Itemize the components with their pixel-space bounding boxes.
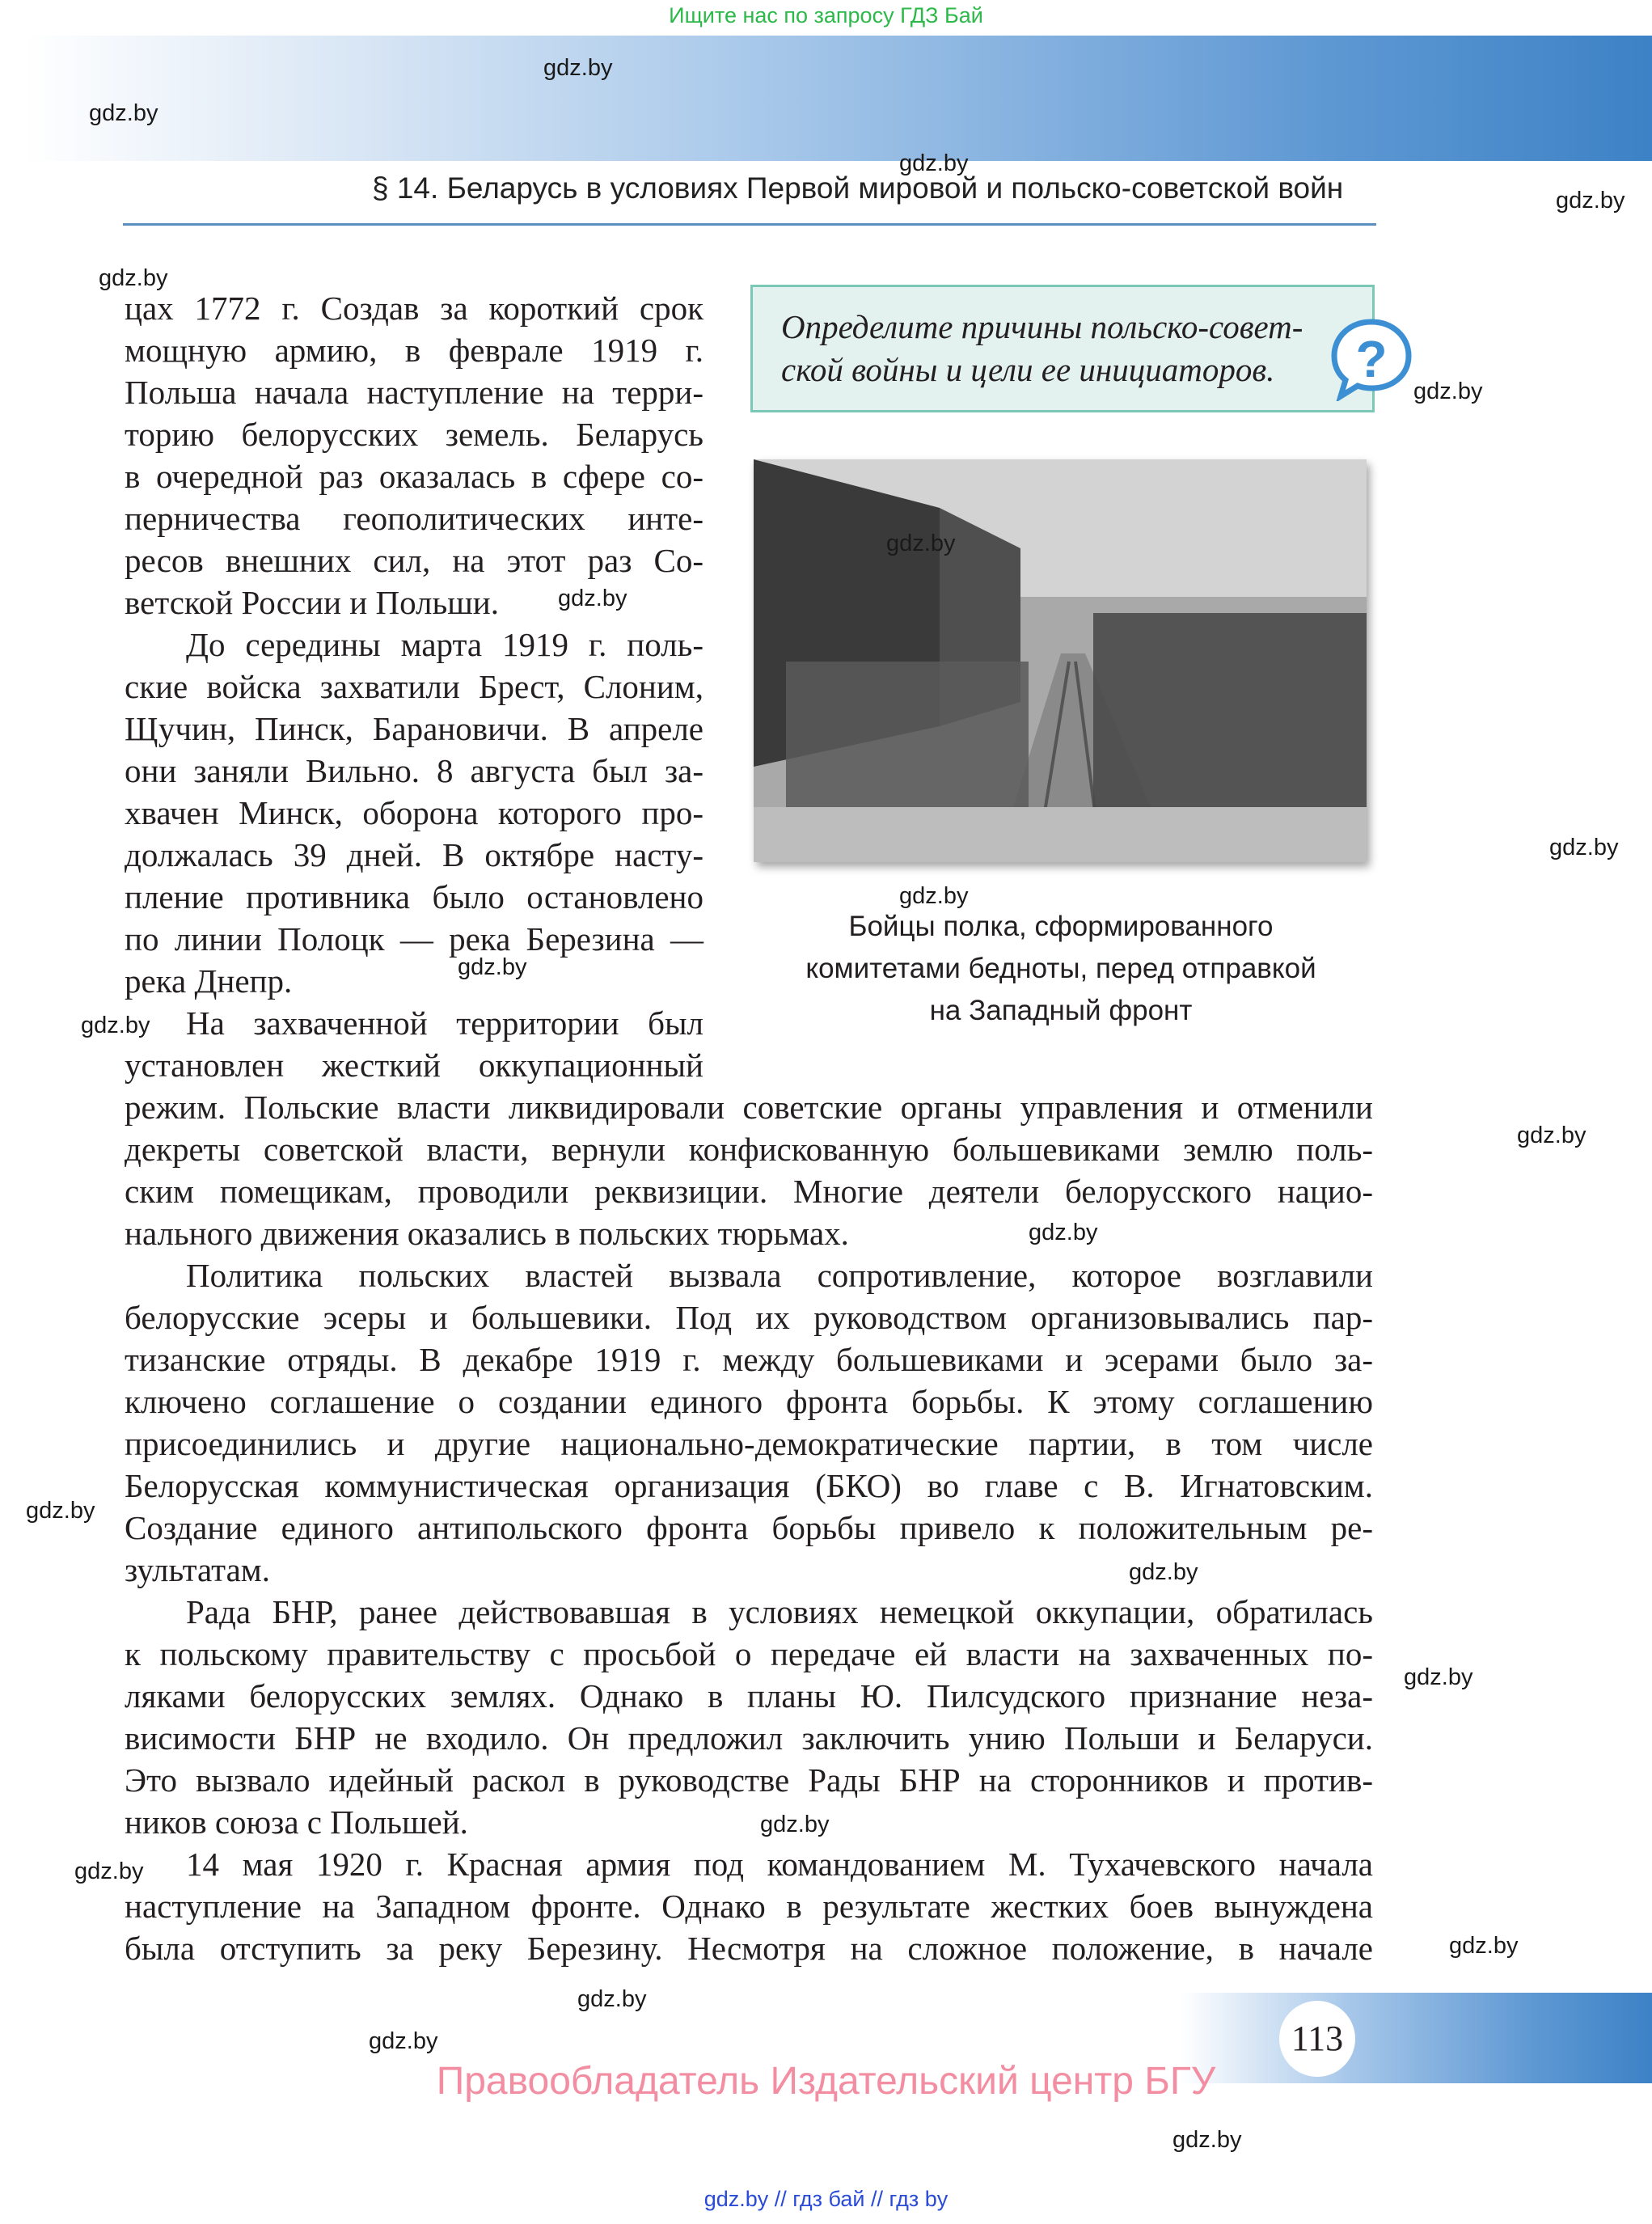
body-line: наступление на Западном фронте. Однако в результате жестких боев вынуждена	[125, 1888, 1373, 1925]
photo-caption-line: Бойцы полка, сформированного	[848, 911, 1274, 942]
body-line: по линии Полоцк — река Березина —	[125, 920, 703, 958]
body-line: перничества геополитических инте-	[125, 500, 703, 537]
body-line: ресов внешних сил, на этот раз Со-	[125, 542, 703, 579]
photo-caption-line: комитетами бедноты, перед отправкой	[805, 953, 1316, 984]
body-line: До середины марта 1919 г. поль-	[186, 626, 703, 663]
body-line: Создание единого антипольского фронта борьбы привело к положительным ре-	[125, 1509, 1373, 1546]
body-line: Политика польских властей вызвала сопротивление, которое возглавили	[186, 1257, 1373, 1294]
body-line: Белорусская коммунистическая организация (БКО) во главе с В. Игнатовским.	[125, 1467, 1373, 1504]
body-line: ветской России и Польши.	[125, 584, 499, 621]
body-line: нального движения оказались в польских тюрьмах.	[125, 1215, 849, 1252]
body-line: ключено соглашение о создании единого фронта борьбы. К этому соглашению	[125, 1383, 1373, 1420]
body-line: ляками белорусских землях. Однако в планы Ю. Пилсудского признание неза-	[125, 1677, 1373, 1715]
watermark: gdz.by	[1517, 1123, 1587, 1148]
question-text	[781, 306, 1315, 391]
body-line: На захваченной территории был	[186, 1004, 703, 1042]
bottom-links[interactable]: gdz.by // гдз бай // гдз by	[703, 2187, 949, 2211]
copyright-notice: Правообладатель Издательский центр БГУ	[436, 2060, 1216, 2103]
photo-caption-line: на Западный фронт	[929, 995, 1193, 1026]
watermark: gdz.by	[81, 1013, 150, 1038]
page-number: 113	[1279, 2001, 1355, 2077]
watermark: gdz.by	[99, 265, 168, 291]
photo-illustration	[754, 459, 1367, 862]
watermark: gdz.by	[760, 1812, 830, 1837]
watermark: gdz.by	[899, 883, 969, 909]
body-line: белорусские эсеры и большевики. Под их руководством организовывались пар-	[125, 1299, 1373, 1336]
body-line: Щучин, Пинск, Барановичи. В апреле	[125, 710, 703, 747]
section-title: § 14. Беларусь в условиях Первой мировой и польско-советской войн	[372, 171, 1344, 205]
question-line: ской войны и цели ее инициаторов.	[781, 351, 1275, 388]
watermark: gdz.by	[1413, 378, 1483, 404]
body-line: декреты советской власти, вернули конфискованную большевиками землю поль-	[125, 1131, 1373, 1168]
top-search-banner: Ищите нас по запросу ГДЗ Бай	[669, 3, 983, 27]
body-line: хвачен Минск, оборона которого про-	[125, 794, 703, 831]
body-line: висимости БНР не входило. Он предложил заключить унию Польши и Беларуси.	[125, 1719, 1373, 1757]
body-line: присоединились и другие национально-демократические партии, в том числе	[125, 1425, 1373, 1462]
body-line: цах 1772 г. Создав за короткий срок	[125, 290, 703, 327]
body-line: тизанские отряды. В декабре 1919 г. между большевиками и эсерами было за-	[125, 1341, 1373, 1378]
watermark: gdz.by	[1404, 1664, 1473, 1690]
body-line: пление противника было остановлено	[125, 878, 703, 915]
body-line: была отступить за реку Березину. Несмотря на сложное положение, в начале	[125, 1930, 1373, 1967]
watermark: gdz.by	[1129, 1559, 1198, 1585]
watermark: gdz.by	[74, 1858, 144, 1884]
body-line: ские войска захватили Брест, Слоним,	[125, 668, 703, 705]
photo-soldiers	[754, 459, 1367, 862]
body-line: они заняли Вильно. 8 августа был за-	[125, 752, 703, 789]
body-line: в очередной раз оказалась в сфере со-	[125, 458, 703, 495]
watermark: gdz.by	[899, 150, 969, 176]
body-line: режим. Польские власти ликвидировали советские органы управления и отменили	[125, 1089, 1373, 1126]
question-line: Определите причины польско-совет-	[781, 308, 1303, 345]
watermark: gdz.by	[26, 1498, 95, 1524]
body-line: Это вызвало идейный раскол в руководстве Рады БНР на сторонников и против-	[125, 1761, 1373, 1799]
body-line: 14 мая 1920 г. Красная армия под командованием М. Тухачевского начала	[186, 1846, 1373, 1883]
svg-text:?: ?	[1355, 330, 1388, 388]
watermark: gdz.by	[1172, 2127, 1242, 2153]
watermark: gdz.by	[1556, 188, 1625, 214]
watermark: gdz.by	[458, 954, 527, 980]
body-line: Рада БНР, ранее действовавшая в условиях немецкой оккупации, обратилась	[186, 1593, 1373, 1630]
watermark: gdz.by	[1029, 1220, 1098, 1245]
body-line: зультатам.	[125, 1551, 270, 1588]
watermark: gdz.by	[1549, 835, 1619, 860]
body-line: река Днепр.	[125, 962, 293, 1000]
body-line: ников союза с Польшей.	[125, 1803, 468, 1841]
body-line: к польскому правительству с просьбой о передаче ей власти на захваченных по-	[125, 1635, 1373, 1672]
body-line: установлен жесткий оккупационный	[125, 1046, 703, 1084]
body-line: мощную армию, в феврале 1919 г.	[125, 332, 703, 369]
body-line: торию белорусских земель. Беларусь	[125, 416, 703, 453]
body-line: Польша начала наступление на терри-	[125, 374, 703, 411]
watermark: gdz.by	[89, 100, 158, 126]
watermark: gdz.by	[577, 1986, 647, 2012]
watermark: gdz.by	[369, 2028, 438, 2054]
header-rule	[123, 223, 1376, 226]
body-line: ским помещикам, проводили реквизиции. Многие деятели белорусского нацио-	[125, 1173, 1373, 1210]
watermark: gdz.by	[543, 55, 613, 81]
body-line: должалась 39 дней. В октябре насту-	[125, 836, 703, 873]
watermark: gdz.by	[1449, 1933, 1519, 1959]
header-gradient-band	[24, 36, 1652, 161]
watermark: gdz.by	[558, 586, 627, 611]
question-icon	[1329, 317, 1413, 401]
watermark: gdz.by	[886, 531, 956, 556]
